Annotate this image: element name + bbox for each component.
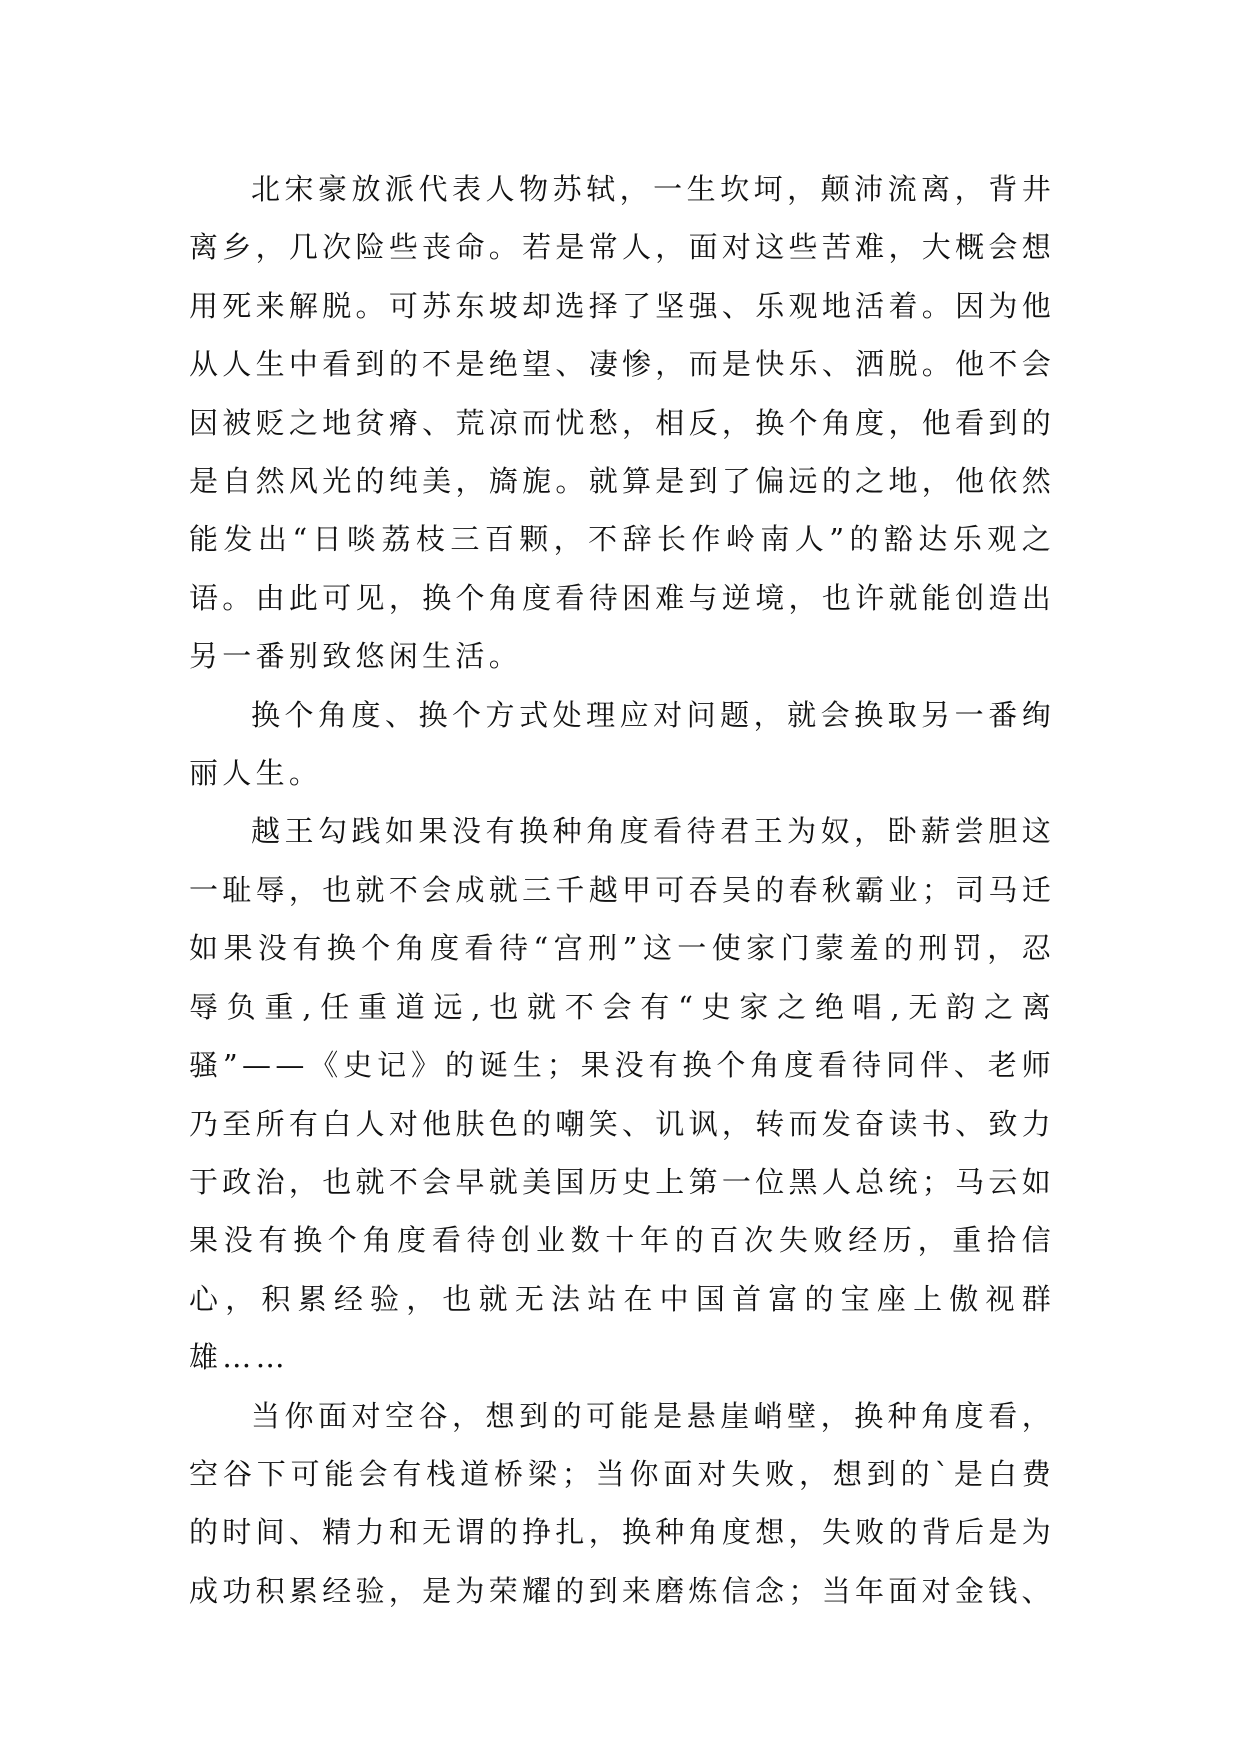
paragraph-historical-examples: 越王勾践如果没有换种角度看待君王为奴，卧薪尝胆这一耻辱，也就不会成就三千越甲可吞吴的春秋霸业；司马迁如果没有换个角度看待“宫刑”这一使家门蒙羞的刑罚，忍辱负重,任重道远,也就不会有“史家之绝唱,无韵之离骚”——《史记》的诞生；果没有换个角度看待同伴、老师乃至所有白人对他肤色的嘲笑、讥讽，转而发奋读书、致力于政治，也就不会早就美国历史上第一位黑人总统；马云如果没有换个角度看待创业数十年的百次失败经历，重拾信心，积累经验，也就无法站在中国首富的宝座上傲视群雄……: [189, 814, 1055, 1375]
paragraph-su-shi: 北宋豪放派代表人物苏轼，一生坎坷，颠沛流离，背井离乡，几次险些丧命。若是常人，面对这些苦难，大概会想用死来解脱。可苏东坡却选择了坚强、乐观地活着。因为他从人生中看到的不是绝望、凄惨，而是快乐、洒脱。他不会因被贬之地贫瘠、荒凉而忧愁，相反，换个角度，他看到的是自然风光的纯美，旖旎。就算是到了偏远的之地，他依然能发出“日啖荔枝三百颗，不辞长作岭南人”的豁达乐观之语。由此可见，换个角度看待困难与逆境，也许就能创造出另一番别致悠闲生活。: [189, 172, 1055, 674]
document-body: [189, 160, 1055, 1620]
paragraph-change-perspective: 换个角度、换个方式处理应对问题，就会换取另一番绚丽人生。: [189, 697, 1055, 791]
paragraph-empty-valley: 当你面对空谷，想到的可能是悬崖峭壁，换种角度看，空谷下可能会有栈道桥梁；当你面对失败，想到的`是白费的时间、精力和无谓的挣扎，换种角度想，失败的背后是为成功积累经验，是为荣耀的到来磨炼信念；当年面对金钱、: [189, 1398, 1055, 1608]
